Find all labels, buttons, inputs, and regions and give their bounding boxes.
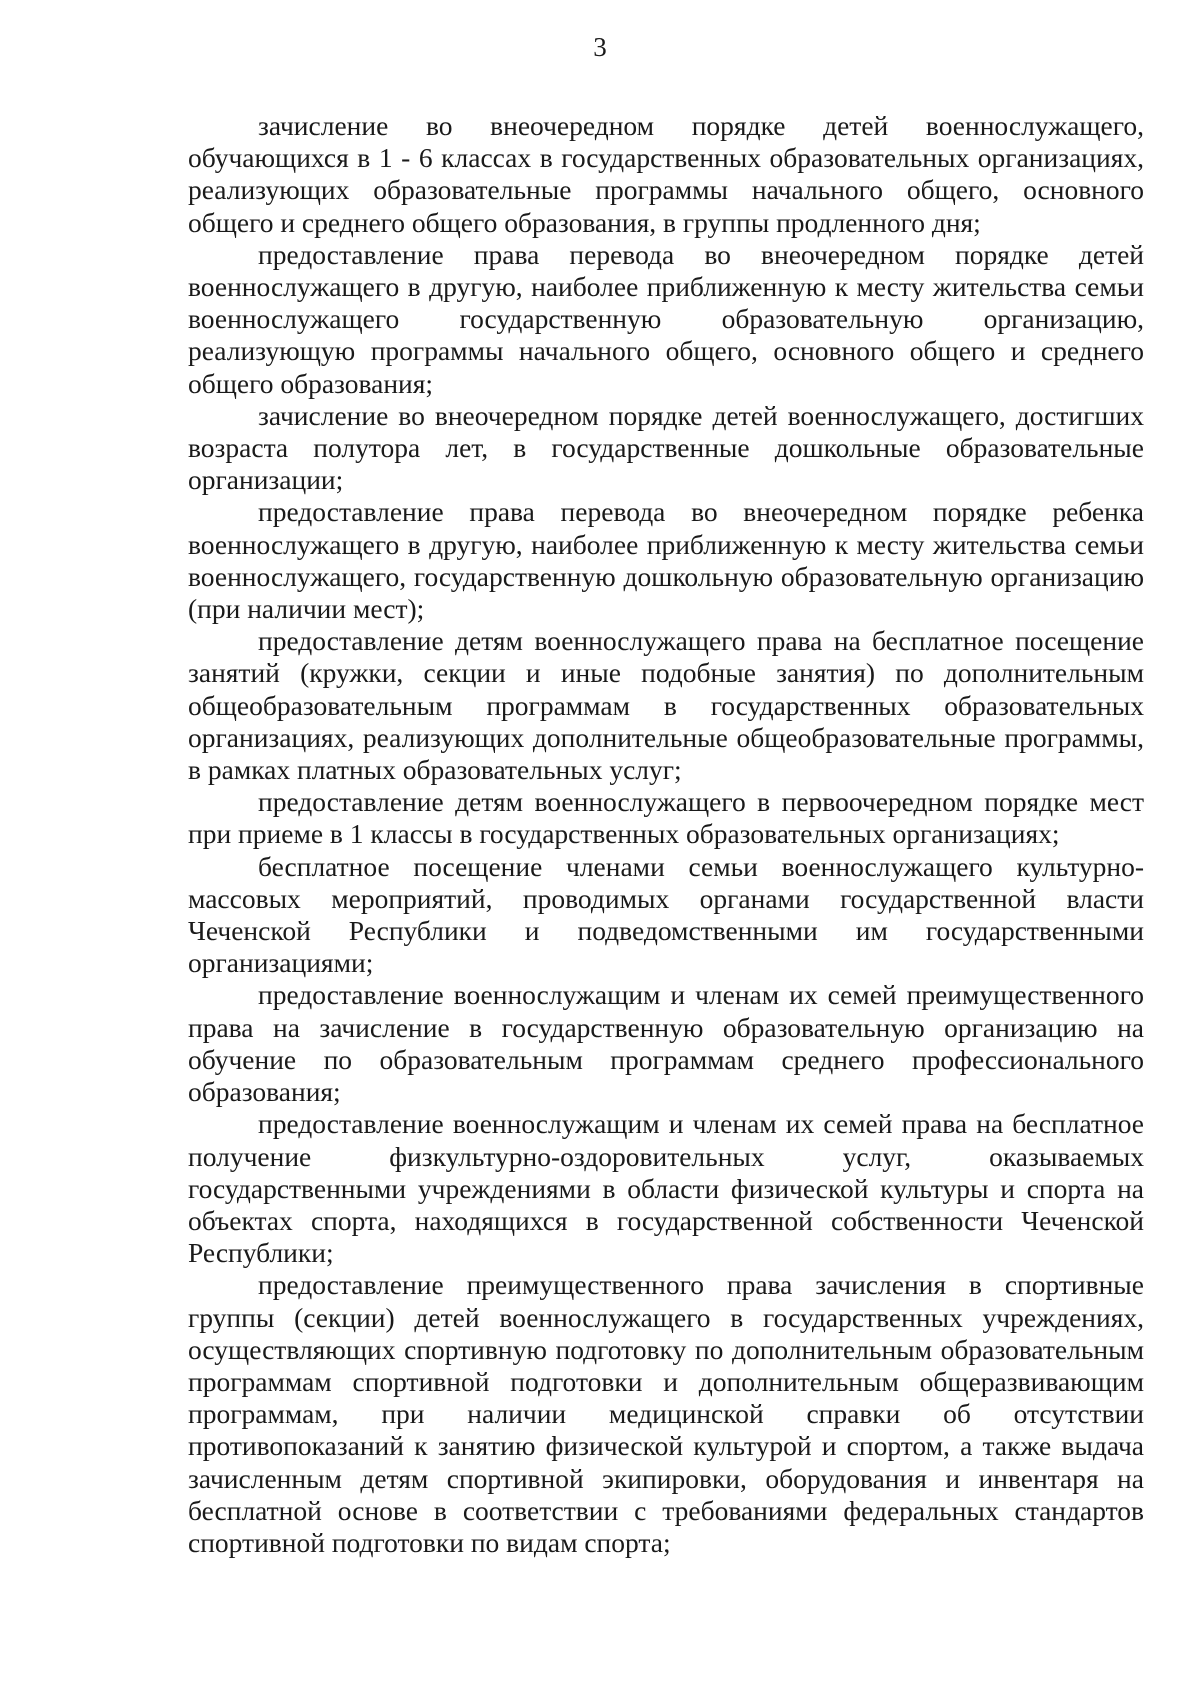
paragraph-school-transfer-right: предоставление права перевода во внеочередном порядке детей военнослужащего в другую, наиболее приближенную к месту жительства семьи военнослужащего государственную образовательную организацию, реализующую программы начального общего, основного общего и среднего общего образования;	[188, 238, 1144, 399]
page-number: 3	[593, 32, 607, 62]
paragraph-free-extracurricular-classes: предоставление детям военнослужащего права на бесплатное посещение занятий (кружки, секции и иные подобные занятия) по дополнительным общеобразовательным программам в государственных образовательных организациях, реализующих дополнительные общеобразовательные программы, в рамках платных образовательных услуг;	[188, 625, 1144, 786]
paragraph-preschool-enrollment: зачисление во внеочередном порядке детей военнослужащего, достигших возраста полутора лет, в государственные дошкольные образовательные организации;	[188, 399, 1144, 496]
paragraph-preschool-transfer-right: предоставление права перевода во внеочередном порядке ребенка военнослужащего в другую, наиболее приближенную к месту жительства семьи военнослужащего, государственную дошкольную образовательную организацию (при наличии мест);	[188, 496, 1144, 625]
paragraph-first-grade-priority: предоставление детям военнослужащего в первоочередном порядке мест при приеме в 1 классы в государственных образовательных организациях;	[188, 786, 1144, 850]
paragraph-free-cultural-events: бесплатное посещение членами семьи военнослужащего культурно-массовых мероприятий, проводимых органами государственной власти Чеченской Республики и подведомственными им государственными организациями;	[188, 850, 1144, 979]
paragraph-enrollment-extended-day-groups: зачисление во внеочередном порядке детей военнослужащего, обучающихся в 1 - 6 классах в государственных образовательных организациях, реализующих образовательные программы начального общего, основного общего и среднего общего образования, в группы продленного дня;	[188, 110, 1144, 238]
paragraph-free-sports-services: предоставление военнослужащим и членам их семей права на бесплатное получение физкультурно-оздоровительных услуг, оказываемых государственными учреждениями в области физической культуры и спорта на объектах спорта, находящихся в государственной собственности Чеченской Республики;	[188, 1108, 1144, 1269]
paragraph-vocational-education-priority: предоставление военнослужащим и членам их семей преимущественного права на зачисление в государственную образовательную организацию на обучение по образовательным программам среднего профессионального образования;	[188, 979, 1144, 1108]
document-body	[188, 110, 1144, 1559]
paragraph-sports-groups-priority: предоставление преимущественного права зачисления в спортивные группы (секции) детей военнослужащего в государственных учреждениях, осуществляющих спортивную подготовку по дополнительным образовательным программам спортивной подготовки и дополнительным общеразвивающим программам, при наличии медицинской справки об отсутствии противопоказаний к занятию физической культурой и спортом, а также выдача зачисленным детям спортивной экипировки, оборудования и инвентаря на бесплатной основе в соответствии с требованиями федеральных стандартов спортивной подготовки по видам спорта;	[188, 1269, 1144, 1558]
